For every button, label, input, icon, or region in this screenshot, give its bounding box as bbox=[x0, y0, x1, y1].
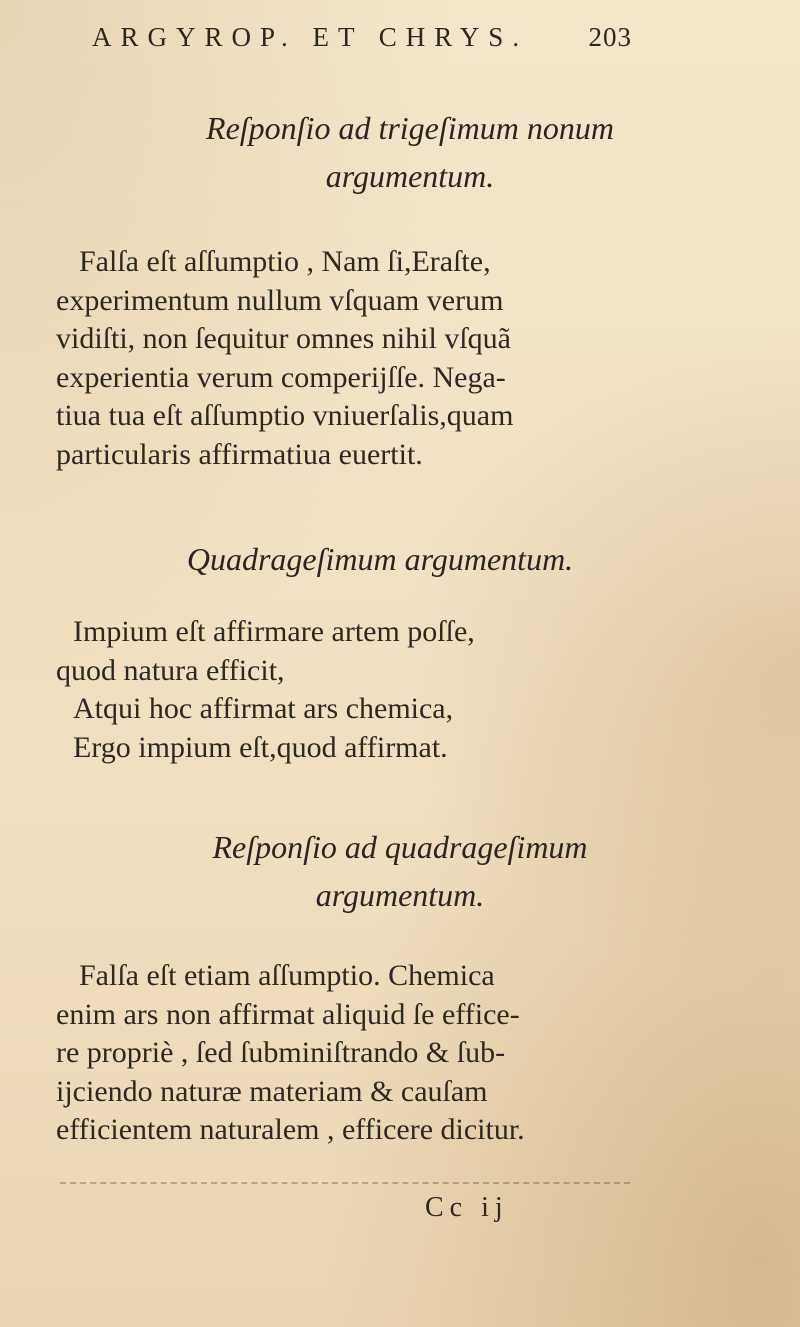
text-line: Atqui hoc affirmat ars chemica, bbox=[73, 692, 454, 725]
text-line: Impium eſt affirmare artem poſſe, bbox=[73, 615, 475, 648]
text-line: Ergo impium eſt,quod affirmat. bbox=[73, 730, 448, 764]
response-paragraph bbox=[56, 243, 736, 474]
running-head: ARGYROP. ET CHRYS. bbox=[92, 22, 529, 52]
text-line: experientia verum comperijſſe. Nega- bbox=[56, 360, 506, 394]
page-number: 203 bbox=[588, 22, 632, 52]
page-header bbox=[92, 22, 632, 53]
signature-mark: Cc ij bbox=[425, 1192, 509, 1223]
argument-paragraph bbox=[56, 613, 736, 767]
text-line: vidiſti, non ſequitur omnes nihil vſquã bbox=[56, 322, 511, 355]
section-heading bbox=[60, 535, 700, 583]
heading-line: argumentum. bbox=[325, 158, 495, 194]
text-line: Falſa eſt etiam aſſumptio. Chemica bbox=[79, 959, 495, 992]
heading-line: Reſponſio ad quadrageſimum bbox=[212, 829, 588, 865]
response-paragraph bbox=[56, 957, 736, 1150]
text-line: ijciendo naturæ materiam & cauſam bbox=[56, 1074, 488, 1108]
section-heading bbox=[60, 823, 740, 919]
text-line: Falſa eſt aſſumptio , Nam ſi,Eraſte, bbox=[79, 245, 491, 278]
section-heading bbox=[60, 104, 760, 200]
text-line: tiua tua eſt aſſumptio vniuerſalis,quam bbox=[56, 399, 514, 432]
heading-line: Reſponſio ad trigeſimum nonum bbox=[206, 110, 614, 146]
text-line: particularis affirmatiua euertit. bbox=[56, 437, 423, 471]
heading-line: argumentum. bbox=[315, 877, 485, 913]
text-line: quod natura efficit, bbox=[56, 653, 285, 687]
text-line: experimentum nullum vſquam verum bbox=[56, 283, 504, 317]
page-footer bbox=[0, 1182, 800, 1302]
text-line: efficientem naturalem , efficere dicitur. bbox=[56, 1113, 525, 1146]
text-line: enim ars non affirmat aliquid ſe effice- bbox=[56, 997, 520, 1031]
text-line: re propriè , ſed ſubminiſtrando & ſub- bbox=[56, 1036, 506, 1069]
show-through-rule bbox=[60, 1182, 630, 1184]
heading-line: Quadrageſimum argumentum. bbox=[186, 541, 574, 577]
